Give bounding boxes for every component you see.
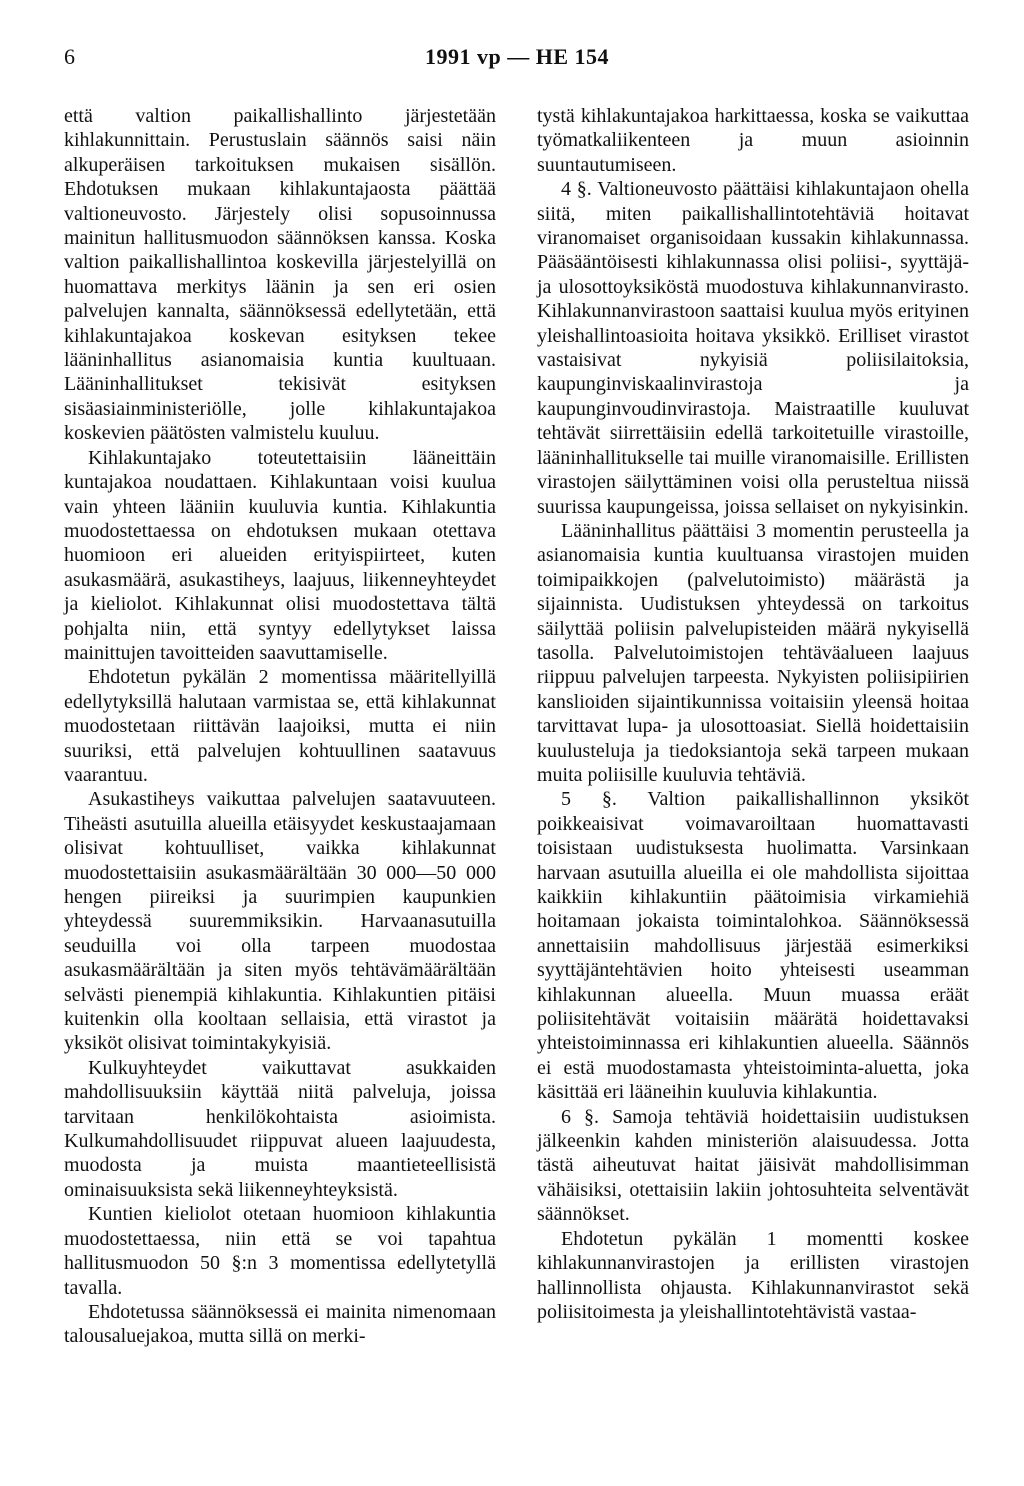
- paragraph: 4 §. Valtioneuvosto päättäisi kihlakuntajaon ohella siitä, miten paikallishallintotehtäviä hoitavat viranomaiset organisoidaan kussakin kihlakunnassa. Pääsääntöisesti kihlakunnassa olisi poliisi-, syyttäjä- ja ulosottoyksiköstä muodostuva kihlakunnanvirasto. Kihlakunnanvirastoon saattaisi kuulua myös erityinen yleishallintoasioita hoitava yksikkö. Erilliset virastot vastaisivat nykyisiä poliisilaitoksia, kaupunginviskaalinvirastoja ja kaupunginvoudinvirastoja. Maistraatille kuuluvat tehtävät siirrettäisiin edellä tarkoitetuille virastoille, lääninhallitukselle tai muille viranomaisille. Erillisten virastojen säilyttäminen voisi olla perusteltua niissä suurissa kaupungeissa, joissa sellaiset on nykyisinkin.: [537, 178, 969, 518]
- running-head: 1991 vp — HE 154: [424, 44, 610, 69]
- left-column: [64, 104, 496, 1349]
- paragraph: Kihlakuntajako toteutettaisiin lääneittäin kuntajakoa noudattaen. Kihlakuntaan voisi kuulua vain yhteen lääniin kuuluvia kuntia. Kihlakuntia muodostettaessa on ehdotuksen mukaan otettava huomioon eri alueiden erityispiirteet, kuten asukasmäärä, asukastiheys, laajuus, liikenneyhteydet ja kieliolot. Kihlakunnat olisi muodostettava tältä pohjalta niin, että syntyy edellytykset laissa mainittujen tavoitteiden saavuttamiselle.: [64, 446, 496, 664]
- right-column: [537, 104, 969, 1324]
- paragraph: Ehdotetussa säännöksessä ei mainita nimenomaan talousaluejakoa, mutta sillä on merki-: [64, 1300, 496, 1348]
- paragraph: 6 §. Samoja tehtäviä hoidettaisiin uudistuksen jälkeenkin kahden ministeriön alaisuudessa. Jotta tästä aiheutuvat haitat jäisivät mahdollisimman vähäisiksi, otettaisiin lakiin johtosuhteita selventävät säännökset.: [537, 1105, 969, 1226]
- paragraph: Ehdotetun pykälän 1 momentti koskee kihlakunnanvirastojen ja erillisten virastojen hallinnollista ohjausta. Kihlakunnanvirastot sekä poliisitoimesta ja yleishallintotehtävistä vastaa-: [537, 1227, 969, 1323]
- paragraph: Kulkuyhteydet vaikuttavat asukkaiden mahdollisuuksiin käyttää niitä palveluja, joissa tarvitaan henkilökohtaista asioimista. Kulkumahdollisuudet riippuvat alueen laajuudesta, muodosta ja muista maantieteellisistä ominaisuuksista sekä liikenneyhteyksistä.: [64, 1056, 496, 1201]
- paragraph: Kuntien kieliolot otetaan huomioon kihlakuntia muodostettaessa, niin että se voi tapahtua hallitusmuodon 50 §:n 3 momentissa edellytetyllä tavalla.: [64, 1203, 496, 1299]
- paragraph: Asukastiheys vaikuttaa palvelujen saatavuuteen. Tiheästi asutuilla alueilla etäisyydet keskustaajamaan olisivat kohtuulliset, vaikka kihlakunnat muodostettaisiin asukasmäärältään 30 000—50 000 hengen piireiksi ja suurimpien kaupunkien yhteydessä suuremmiksikin. Harvaanasutuilla seuduilla voi olla tarpeen muodostaa asukasmäärältään ja siten myös tehtävämäärältään selvästi pienempiä kihlakuntia. Kihlakuntien pitäisi kuitenkin olla kooltaan sellaisia, että virastot ja yksiköt olisivat toimintakykyisiä.: [64, 788, 496, 1055]
- paragraph: Ehdotetun pykälän 2 momentissa määritellyillä edellytyksillä halutaan varmistaa se, että kihlakunnat muodostetaan riittävän laajoiksi, mutta ei niin suuriksi, että palvelujen kohtuullinen saatavuus vaarantuu.: [64, 666, 496, 786]
- page-number: 6: [64, 44, 75, 69]
- paragraph: että valtion paikallishallinto järjestetään kihlakunnittain. Perustuslain säännös saisi näin alkuperäisen tarkoituksen mukaisen sisällön. Ehdotuksen mukaan kihlakuntajaosta päättää valtioneuvosto. Järjestely olisi sopusoinnussa mainitun hallitusmuodon säännöksen kanssa. Koska valtion paikallishallintoa koskevilla järjestelyillä on huomattava merkitys läänin ja sen eri osien palvelujen kannalta, säännöksessä edellytetään, että kihlakuntajakoa koskevan esityksen tekee lääninhallitus asianomaisia kuntia kuultuaan. Lääninhallitukset tekisivät esityksen sisäasiainministeriölle, jolle kihlakuntajakoa koskevien päätösten valmistelu kuuluu.: [64, 105, 496, 445]
- page-header: [64, 44, 970, 78]
- paragraph: tystä kihlakuntajakoa harkittaessa, koska se vaikuttaa työmatkaliikenteen ja muun asioinnin suuntautumiseen.: [537, 105, 969, 176]
- paragraph: Lääninhallitus päättäisi 3 momentin perusteella ja asianomaisia kuntia kuultuansa virastojen muiden toimipaikkojen (palvelutoimisto) määrästä ja sijainnista. Uudistuksen yhteydessä on tarkoitus säilyttää poliisin palvelupisteiden määrä nykyisellä tasolla. Palvelutoimistojen tehtäväalueen laajuus riippuu palvelujen tarpeesta. Nykyisten poliisipiirien kanslioiden sijaintikunnissa voitaisiin yleensä hoitaa tarvittavat lupa- ja ulosottoasiat. Siellä hoidettaisiin kuulusteluja ja tiedoksiantoja sekä tarpeen mukaan muita poliisille kuuluvia tehtäviä.: [537, 519, 969, 786]
- paragraph: 5 §. Valtion paikallishallinnon yksiköt poikkeaisivat voimavaroiltaan huomattavasti toisistaan uudistuksesta huolimatta. Varsinkaan harvaan asutuilla alueilla ei ole mahdollista sijoittaa kaikkiin kihlakuntiin päätoimisia virkamiehiä hoitamaan jokaista toimintalohkoa. Säännöksessä annettaisiin mahdollisuus järjestää esimerkiksi syyttäjäntehtävien hoito yhteisesti useamman kihlakunnan alueella. Muun muassa eräät poliisitehtävät voitaisiin määrätä hoidettavaksi yhteistoiminnassa eri kihlakuntien alueella. Säännös ei estä muodostamasta yhteistoiminta-aluetta, joka käsittää eri lääneihin kuuluvia kihlakuntia.: [537, 788, 969, 1104]
